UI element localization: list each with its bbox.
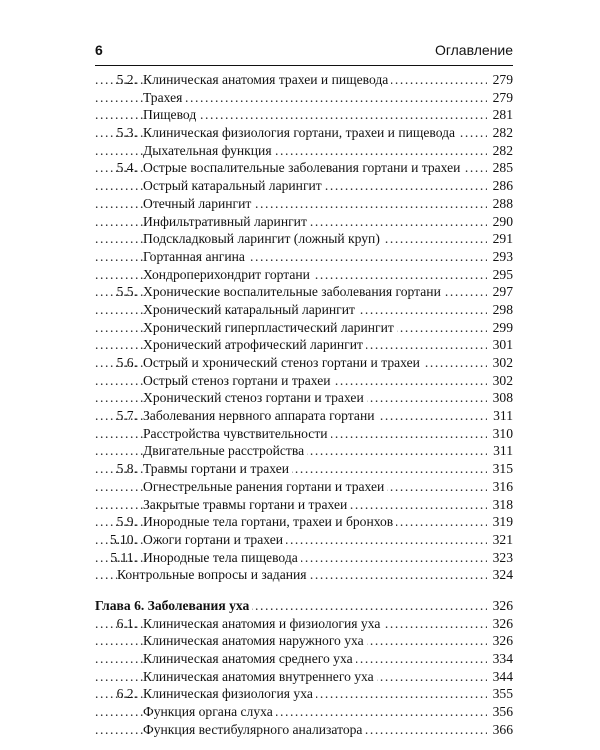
toc-entry-title: Отечный ларингит: [143, 195, 254, 213]
toc-page-number: 301: [492, 337, 513, 353]
toc-entry-title: Клиническая физиология уха: [143, 685, 316, 703]
toc-row: [95, 668, 513, 686]
toc-row: [95, 496, 513, 514]
toc-row: [95, 195, 513, 213]
toc-page-number: 282: [492, 142, 513, 158]
toc-page-number: 282: [492, 125, 513, 141]
toc-chapter-row: [95, 597, 513, 615]
header-divider: [95, 65, 513, 66]
toc-row: [95, 549, 513, 567]
toc-row: [95, 354, 513, 372]
toc-row: [95, 283, 513, 301]
toc-section-number: 5.7.: [116, 408, 137, 424]
toc-entry-title: Двигательные расстройства: [143, 442, 307, 460]
toc-entry-title: Инфильтративный ларингит: [143, 213, 310, 231]
toc-section-number: 6.2.: [116, 686, 137, 702]
toc-page-number: 279: [492, 89, 513, 105]
toc-row: [95, 442, 513, 460]
toc-row: [95, 531, 513, 549]
page-number: 6: [95, 42, 103, 58]
toc-entry-title: Функция вестибулярного анализатора: [143, 721, 365, 739]
toc-row: [95, 650, 513, 668]
toc-row: [95, 632, 513, 650]
toc-entry-title: Дыхательная функция: [143, 142, 275, 160]
toc-entry-title: Хронический катаральный ларингит: [143, 301, 358, 319]
toc-page-number: 318: [492, 496, 513, 512]
toc-page-number: 311: [493, 408, 513, 424]
toc-page-number: 316: [492, 478, 513, 494]
toc-row: [95, 336, 513, 354]
toc-page-number: 356: [492, 704, 513, 720]
toc-entry-title: Трахея: [143, 89, 185, 107]
toc-row: [95, 425, 513, 443]
toc-section-number: 5.5.: [116, 284, 137, 300]
toc-entry-title: Хронические воспалительные заболевания гортани: [143, 283, 444, 301]
toc-row: [95, 513, 513, 531]
toc-row: [95, 177, 513, 195]
toc-entry-title: Хронический гиперпластический ларингит: [143, 319, 397, 337]
toc-entry-title: Контрольные вопросы и задания: [117, 566, 310, 584]
toc-row: [95, 106, 513, 124]
toc-row: [95, 89, 513, 107]
toc-entry-title: Острые воспалительные заболевания гортани и трахеи: [143, 159, 463, 177]
toc-page-number: 302: [492, 355, 513, 370]
toc-page-number: 298: [492, 301, 513, 317]
toc-row: [95, 159, 513, 177]
toc-section-number: 5.6.: [116, 355, 137, 370]
toc-page-number: 308: [492, 390, 513, 406]
toc-row: [95, 721, 513, 739]
toc-section-number: 5.10.: [109, 531, 137, 547]
toc-page-number: 311: [493, 443, 513, 459]
toc-row: [95, 389, 513, 407]
toc-page-number: 321: [492, 531, 513, 547]
toc-entry-title: Инородные тела пищевода: [143, 549, 301, 567]
toc-entry-title: Клиническая анатомия внутреннего уха: [143, 668, 377, 686]
toc-row: [95, 71, 513, 89]
toc-row: [95, 230, 513, 248]
toc-page-number: 279: [492, 72, 513, 87]
toc-row: [95, 703, 513, 721]
toc-entry-title: Хронический атрофический ларингит: [143, 336, 366, 354]
toc-row: [95, 372, 513, 390]
toc-page-number: 290: [492, 213, 513, 229]
toc-row: [95, 301, 513, 319]
toc-entry-title: Клиническая физиология гортани, трахеи и пищевода: [143, 124, 458, 142]
toc-entry-title: Травмы гортани и трахеи: [143, 460, 292, 478]
toc-entry-title: Клиническая анатомия наружного уха: [143, 632, 367, 650]
toc-entry-title: Хондроперихондрит гортани: [143, 266, 313, 284]
toc-page-number: 324: [492, 567, 513, 583]
toc-entry-title: Клиническая анатомия трахеи и пищевода: [143, 71, 391, 89]
toc-entry-title: Клиническая анатомия и физиология уха: [143, 615, 383, 633]
toc-row: [95, 248, 513, 266]
running-title: Оглавление: [434, 42, 513, 58]
toc-page-number: 326: [492, 633, 513, 649]
toc-page-number: 334: [492, 651, 513, 666]
toc-entry-title: Клиническая анатомия среднего уха: [143, 650, 356, 668]
toc-entry-title: Расстройства чувствительности: [143, 425, 331, 443]
toc-row: [95, 615, 513, 633]
toc-entry-title: Острый стеноз гортани и трахеи: [143, 372, 334, 390]
toc-page-number: 299: [492, 319, 513, 335]
toc-entry-title: Гортанная ангина: [143, 248, 248, 266]
page-header: [95, 42, 513, 64]
toc-section-number: 6.1.: [116, 615, 137, 631]
toc-entry-title: Подскладковый ларингит (ложный круп): [143, 230, 383, 248]
toc-page-number: 326: [492, 597, 513, 613]
toc-section-number: 5.2.: [116, 72, 137, 87]
toc-page-number: 355: [492, 686, 513, 702]
toc-page-number: 315: [492, 461, 513, 477]
toc-row: [95, 685, 513, 703]
toc-section-number: 5.4.: [116, 160, 137, 176]
toc-page-number: 323: [492, 549, 513, 565]
toc-section-number: 5.8.: [116, 461, 137, 477]
toc-entry-title: Ожоги гортани и трахеи: [143, 531, 286, 549]
toc-page-number: 288: [492, 195, 513, 211]
toc-entry-title: Острый и хронический стеноз гортани и трахеи: [143, 354, 423, 372]
toc-page-number: 310: [492, 425, 513, 441]
toc-row: [95, 142, 513, 160]
toc-row: [95, 407, 513, 425]
toc-row: [95, 319, 513, 337]
toc-page-number: 297: [492, 284, 513, 300]
toc-page-number: 295: [492, 266, 513, 282]
toc-entry-title: Хронический стеноз гортани и трахеи: [143, 389, 367, 407]
toc-entry-title: Глава 6. Заболевания уха: [95, 597, 252, 615]
toc-page-number: 291: [492, 231, 513, 247]
toc-page-number: 285: [492, 160, 513, 176]
toc-entry-title: Закрытые травмы гортани и трахеи: [143, 496, 350, 514]
table-of-contents: [95, 71, 513, 738]
toc-row: [95, 460, 513, 478]
toc-page-number: 344: [492, 668, 513, 684]
toc-entry-title: Пищевод: [143, 106, 199, 124]
toc-row: [95, 266, 513, 284]
toc-row: [95, 124, 513, 142]
toc-section-number: 5.9.: [116, 514, 137, 530]
toc-section-number: 5.11.: [110, 549, 137, 565]
toc-row: [95, 566, 513, 584]
toc-page-number: 286: [492, 178, 513, 194]
toc-entry-title: Огнестрельные ранения гортани и трахеи: [143, 478, 387, 496]
toc-page-number: 319: [492, 514, 513, 530]
toc-entry-title: Функция органа слуха: [143, 703, 276, 721]
toc-entry-title: Заболевания нервного аппарата гортани: [143, 407, 378, 425]
toc-row: [95, 213, 513, 231]
toc-page-number: 366: [492, 721, 513, 737]
toc-page-number: 326: [492, 615, 513, 631]
toc-section-number: 5.3.: [116, 125, 137, 141]
toc-row: [95, 478, 513, 496]
toc-entry-title: Острый катаральный ларингит: [143, 177, 325, 195]
toc-page-number: 293: [492, 248, 513, 264]
toc-page-number: 281: [492, 107, 513, 123]
toc-page-number: 302: [492, 372, 513, 388]
toc-entry-title: Инородные тела гортани, трахеи и бронхов: [143, 513, 396, 531]
